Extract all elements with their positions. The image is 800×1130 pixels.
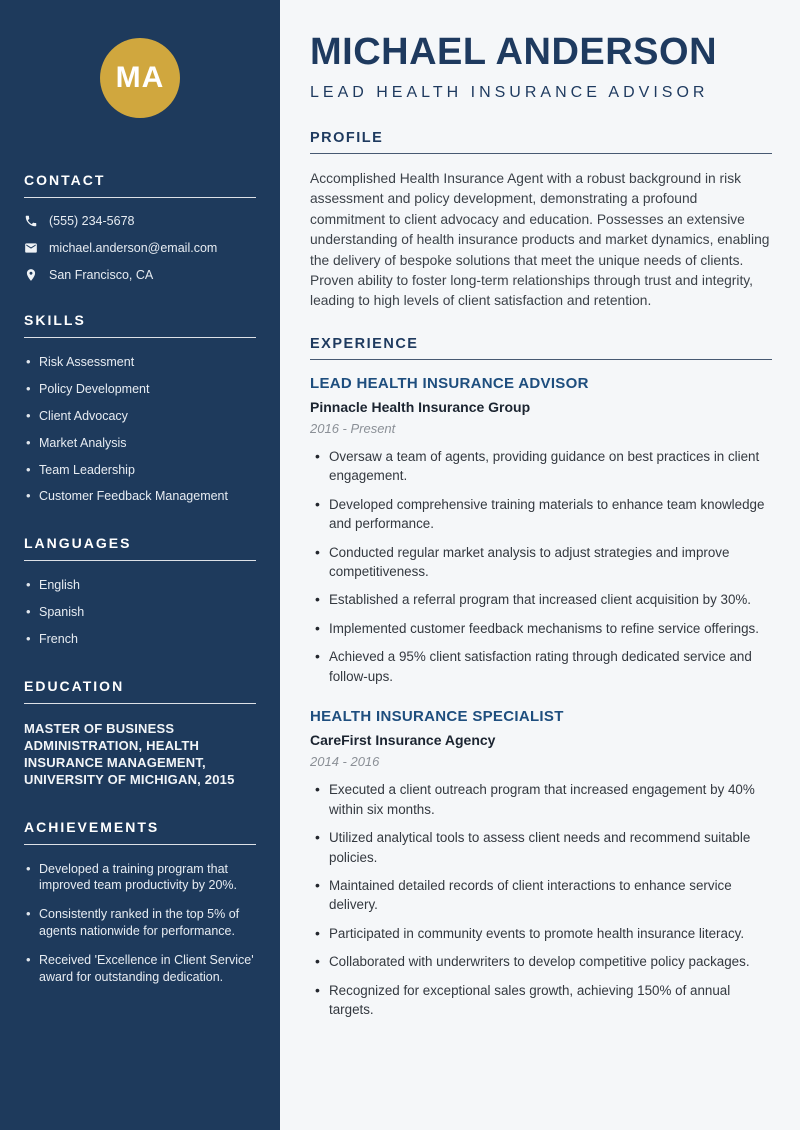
job-bullet: • Achieved a 95% client satisfaction rating through dedicated service and follow-ups. [310,647,772,686]
contact-divider [24,197,256,198]
job-dates: 2016 - Present [310,420,396,436]
job-company: CareFirst Insurance Agency [310,732,496,749]
location-icon [24,268,38,282]
achievement-item: • Received 'Excellence in Client Service' award for outstanding dedication. [24,952,256,986]
language-item: • French [24,631,256,648]
resume-main [280,0,800,1130]
skills-heading: SKILLS [24,312,86,328]
job-bullet: • Maintained detailed records of client interactions to enhance service delivery. [310,876,772,915]
contact-email[interactable] [24,241,256,255]
skill-item: • Policy Development [24,381,256,398]
education-heading: EDUCATION [24,677,125,694]
contact-section [24,172,256,282]
experience-section [310,336,772,1020]
language-item: • Spanish [24,604,256,621]
skills-section [24,312,256,505]
phone-icon [24,214,38,228]
job-bullet: • Implemented customer feedback mechanisms to refine service offerings. [310,619,772,638]
resume-sidebar [0,0,280,1130]
job-bullet: • Collaborated with underwriters to develop competitive policy packages. [310,952,772,971]
avatar-initials: MA [115,61,165,94]
profile-text: Accomplished Health Insurance Agent with a robust background in risk assessment and policy development, demonstrating a profound commitment to client advocacy and education. Possesses an extensive understanding of health insurance products and market dynamics, enabling the delivery of bespoke solutions that meet the unique needs of clients. Proven ability to foster long-term relationships through trust and integrity, leading to high levels of client satisfaction and retention. [310,171,770,309]
contact-location-text: San Francisco, CA [49,268,154,282]
languages-section [24,535,256,648]
job-bullet-list [310,447,772,686]
achievements-list [24,861,256,986]
job-dates: 2014 - 2016 [310,754,380,770]
education-divider [24,703,256,704]
job-bullet: • Executed a client outreach program that increased engagement by 40% within six months. [310,780,772,819]
job-bullet: • Oversaw a team of agents, providing guidance on best practices in client engagement. [310,447,772,486]
education-degree: MASTER OF BUSINESS ADMINISTRATION, HEALTH INSURANCE MANAGEMENT, UNIVERSITY OF MICHIGAN, 2015 [24,720,235,788]
job-bullet: • Established a referral program that increased client acquisition by 30%. [310,590,772,609]
experience-heading: EXPERIENCE [310,335,419,352]
job-bullet: • Recognized for exceptional sales growth, achieving 150% of annual targets. [310,981,772,1020]
skills-list [24,354,256,505]
profile-section [310,130,772,312]
person-name: MICHAEL ANDERSON [310,31,718,73]
skill-item: • Market Analysis [24,435,256,452]
contact-heading: CONTACT [24,172,106,188]
achievement-item: • Developed a training program that improved team productivity by 20%. [24,861,256,895]
experience-divider [310,359,772,360]
education-section [24,678,256,789]
contact-phone-text: (555) 234-5678 [49,214,135,228]
person-title: LEAD HEALTH INSURANCE ADVISOR [310,84,709,101]
languages-list [24,577,256,648]
job-bullet: • Conducted regular market analysis to adjust strategies and improve competitiveness. [310,543,772,582]
skill-item: • Team Leadership [24,462,256,479]
languages-divider [24,560,256,561]
skill-item: • Customer Feedback Management [24,488,256,505]
avatar [100,38,180,118]
job-bullet: • Developed comprehensive training materials to enhance team knowledge and performance. [310,495,772,534]
job-entry-1 [310,375,772,686]
job-title: HEALTH INSURANCE SPECIALIST [310,708,564,726]
contact-email-text: michael.anderson@email.com [49,241,218,255]
achievements-heading: ACHIEVEMENTS [24,818,160,835]
achievements-divider [24,844,256,845]
achievement-item: • Consistently ranked in the top 5% of agents nationwide for performance. [24,906,256,940]
job-bullet-list [310,780,772,1019]
achievements-section [24,819,256,986]
job-title: LEAD HEALTH INSURANCE ADVISOR [310,374,589,392]
skills-divider [24,337,256,338]
contact-location [24,268,256,282]
contact-phone[interactable] [24,214,256,228]
job-entry-2 [310,708,772,1019]
profile-heading: PROFILE [310,130,384,146]
skill-item: • Client Advocacy [24,408,256,425]
email-icon [24,241,38,255]
skill-item: • Risk Assessment [24,354,256,371]
job-company: Pinnacle Health Insurance Group [310,398,531,415]
languages-heading: LANGUAGES [24,535,132,552]
language-item: • English [24,577,256,594]
job-bullet: • Participated in community events to promote health insurance literacy. [310,924,772,943]
job-bullet: • Utilized analytical tools to assess client needs and recommend suitable policies. [310,828,772,867]
profile-divider [310,153,772,154]
